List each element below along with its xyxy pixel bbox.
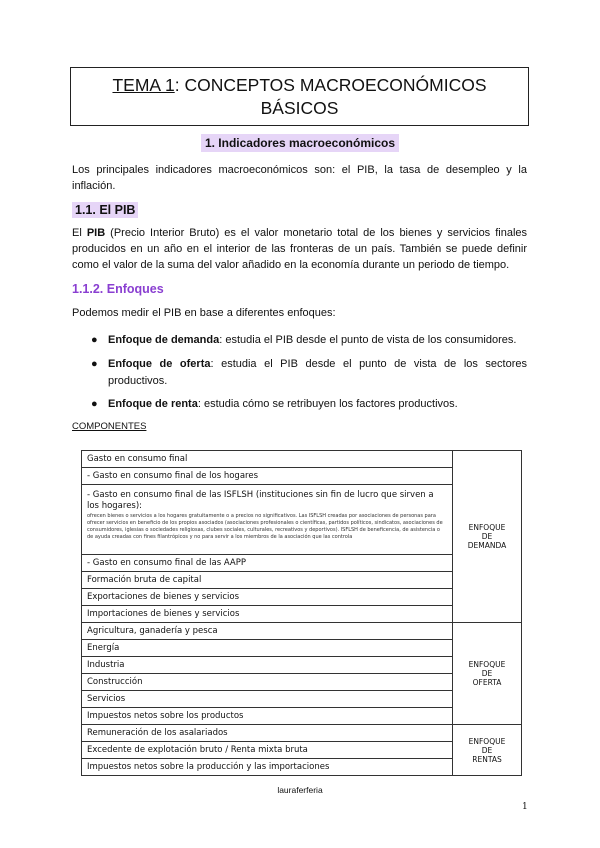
title-rest: : CONCEPTOS MACROECONÓMICOS bbox=[174, 75, 487, 95]
table-row bbox=[82, 623, 522, 640]
section-1-heading: 1. Indicadores macroeconómicos bbox=[0, 134, 600, 152]
table-cell: Industria bbox=[82, 657, 453, 674]
bullet-icon: ● bbox=[91, 398, 98, 410]
table-cell: Gasto en consumo final bbox=[82, 451, 453, 468]
table-cell: Construcción bbox=[82, 674, 453, 691]
footer-author: lauraferferia bbox=[277, 785, 323, 795]
table-cell: - Gasto en consumo final de las AAPP bbox=[82, 555, 453, 572]
bullet-icon: ● bbox=[91, 334, 98, 346]
table-cell: Excedente de explotación bruto / Renta mixta bruta bbox=[82, 742, 453, 759]
table-cell: Energía bbox=[82, 640, 453, 657]
title-line2: BÁSICOS bbox=[260, 98, 339, 118]
pib-heading: 1.1. El PIB bbox=[72, 202, 138, 218]
table-cell: Formación bruta de capital bbox=[82, 572, 453, 589]
table-cell: Servicios bbox=[82, 691, 453, 708]
table-cell: Impuestos netos sobre la producción y las importaciones bbox=[82, 759, 453, 776]
table-row bbox=[82, 451, 522, 468]
enfoque-demanda-cell: ENFOQUE DE DEMANDA bbox=[453, 451, 522, 623]
componentes-table bbox=[81, 450, 522, 776]
table-cell: Impuestos netos sobre los productos bbox=[82, 708, 453, 725]
page-title bbox=[70, 67, 529, 126]
enfoque-renta-cell: ENFOQUE DE RENTAS bbox=[453, 725, 522, 776]
table-cell: Agricultura, ganadería y pesca bbox=[82, 623, 453, 640]
enfoques-heading: 1.1.2. Enfoques bbox=[72, 282, 164, 296]
table-cell: Importaciones de bienes y servicios bbox=[82, 606, 453, 623]
bullet-icon: ● bbox=[91, 358, 98, 370]
section-1-text: Los principales indicadores macroeconómicos son: el PIB, la tasa de desempleo y la inflación. bbox=[72, 164, 527, 192]
table-cell: Exportaciones de bienes y servicios bbox=[82, 589, 453, 606]
page-number: 1 bbox=[522, 802, 528, 812]
enfoque-oferta-cell: ENFOQUE DE OFERTA bbox=[453, 623, 522, 725]
enfoques-intro: Podemos medir el PIB en base a diferentes enfoques: bbox=[72, 307, 336, 319]
table-cell: - Gasto en consumo final de los hogares bbox=[82, 468, 453, 485]
componentes-label: COMPONENTES bbox=[72, 421, 147, 432]
pib-text: El PIB (Precio Interior Bruto) es el valor monetario total de los bienes y servicios finales producidos en un año en el interior de las fronteras de un país. También se puede definir como el valor de la suma del valor añadido en la economía durante un periodo de tiempo. bbox=[72, 227, 528, 271]
isflsh-note: ofrecen bienes o servicios a los hogares gratuitamente o a precios no significativos. Las ISFLSH creadas por asociaciones de personas para ofrecer servicios en beneficio de los propios asociados (asociaciones profesionales o científicas, partidos políticos, sindicatos, asociaciones de consumidores, iglesias o sociedades religiosas, clubes sociales, culturales, recreativos y deportivos). ISFLSH de beneficencia, de asistencia o de ayuda creadas con fines filantrópicos y no para servir a los miembros de la asociación que las controla bbox=[87, 513, 443, 540]
title-prefix: TEMA 1 bbox=[112, 75, 175, 95]
table-cell: Remuneración de los asalariados bbox=[82, 725, 453, 742]
table-row bbox=[82, 725, 522, 742]
table-cell: - Gasto en consumo final de las ISFLSH (instituciones sin fin de lucro que sirven a los hogares): ofrecen bienes o servicios a los hogares gratuitamente o a precios no significativos. Las ISFLSH creadas por asociaciones de personas para ofrecer servicios en beneficio de los propios asociados (asociaciones profesionales o científicas, partidos políticos, sindicatos, asociaciones de consumidores, iglesias o sociedades religiosas, clubes sociales, culturales, recreativos y deportivos). ISFLSH de beneficencia, de asistencia o de ayuda creadas con fines filantrópicos y no para servir a los miembros de la asociación que las controla bbox=[82, 485, 453, 555]
